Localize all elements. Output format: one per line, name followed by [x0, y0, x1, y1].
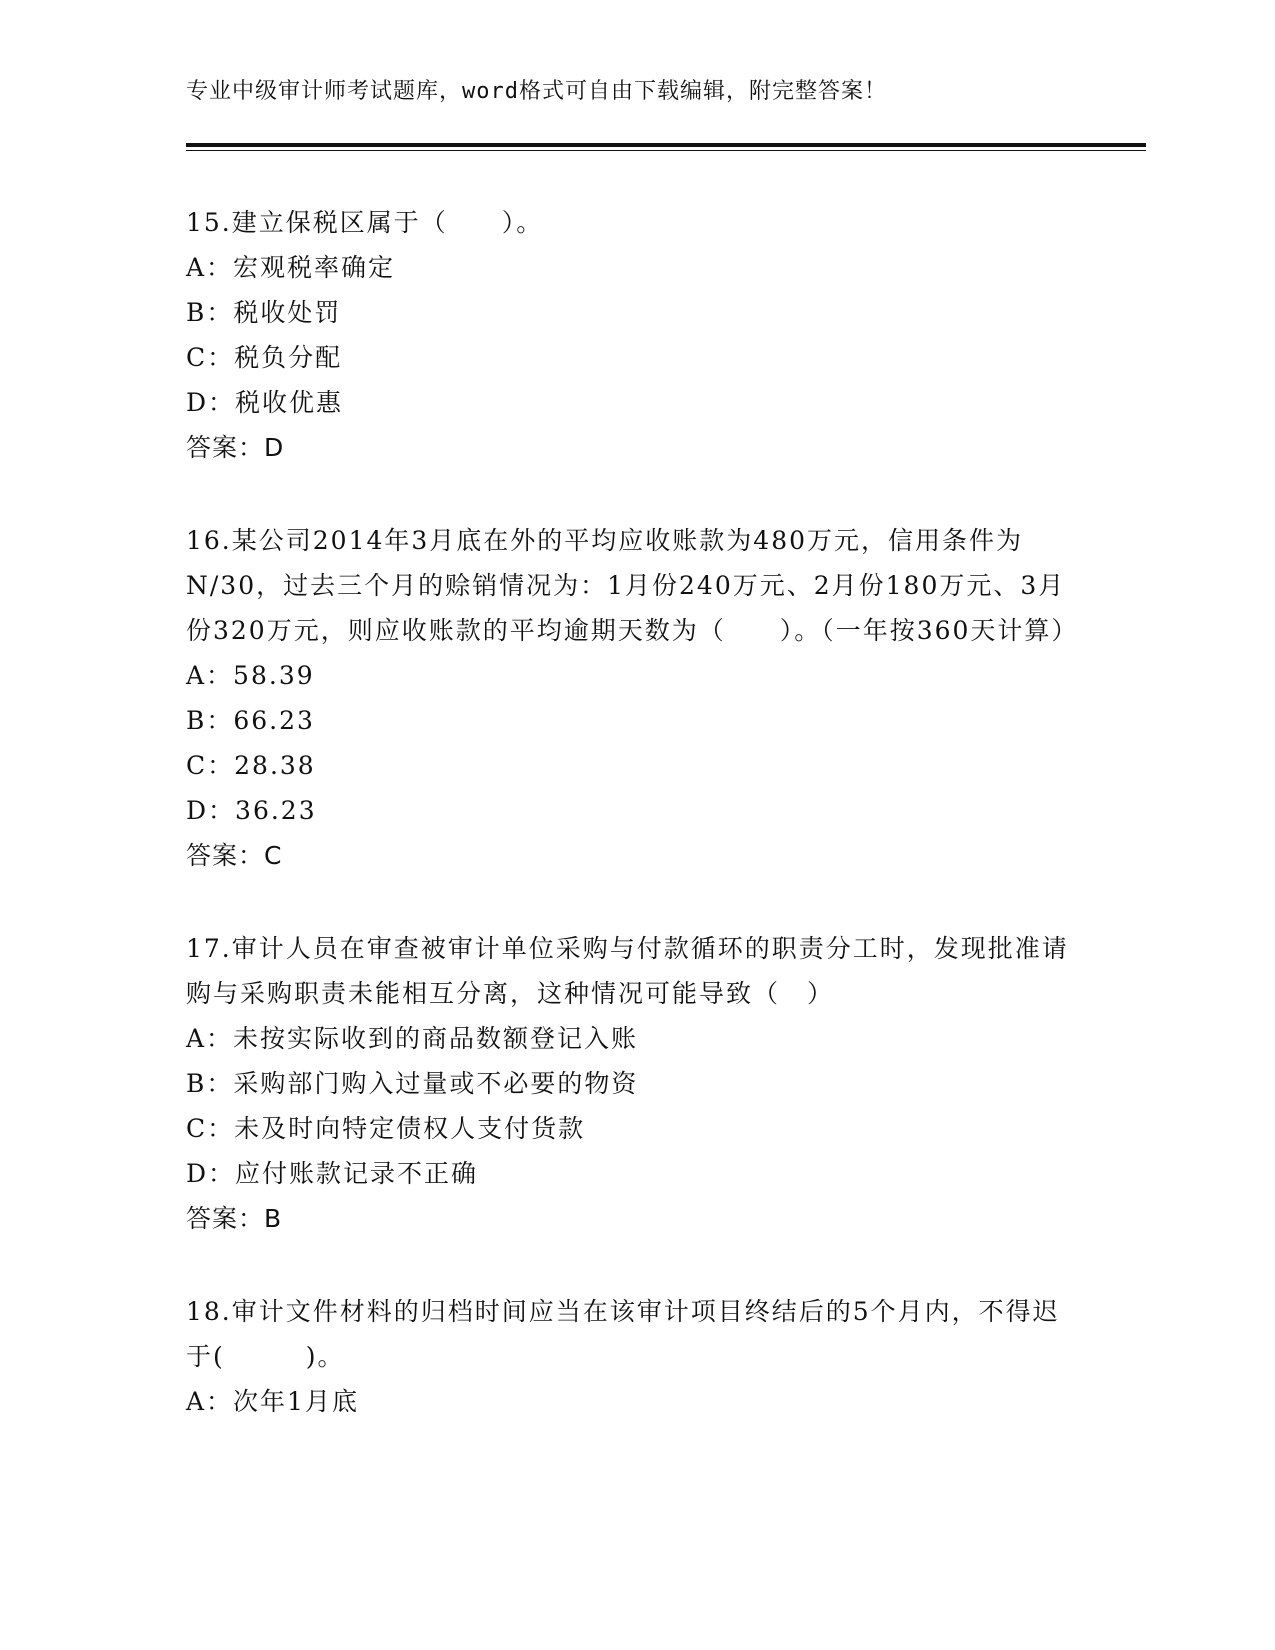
question-stem: 18.审计文件材料的归档时间应当在该审计项目终结后的5个月内，不得迟于( )。: [186, 1297, 1060, 1371]
question-stem: 15.建立保税区属于（ ）。: [186, 208, 544, 237]
option-b: B：采购部门购入过量或不必要的物资: [186, 1069, 639, 1098]
option-d: D：应付账款记录不正确: [186, 1159, 479, 1188]
answer: 答案：C: [186, 841, 283, 870]
option-b: B：税收处罚: [186, 298, 342, 327]
question-16: [186, 518, 1086, 878]
option-d: D：36.23: [186, 796, 317, 825]
option-c: C：税负分配: [186, 343, 343, 372]
question-stem: 17.审计人员在审查被审计单位采购与付款循环的职责分工时，发现批准请购与采购职责未能相互分离，这种情况可能导致（ ）: [186, 934, 1069, 1008]
option-c: C：28.38: [186, 751, 316, 780]
header-divider-thin: [186, 150, 1146, 151]
option-a: A：未按实际收到的商品数额登记入账: [186, 1024, 639, 1053]
question-17: [186, 926, 1086, 1241]
question-15: [186, 200, 1086, 470]
question-18: [186, 1289, 1086, 1424]
option-a: A：58.39: [186, 661, 315, 690]
header-divider: [186, 143, 1146, 147]
question-stem: 16.某公司2014年3月底在外的平均应收账款为480万元，信用条件为N/30，过去三个月的赊销情况为：1月份240万元、2月份180万元、3月份320万元，则应收账款的平均逾期天数为（ ）。（一年按360天计算）: [186, 526, 1079, 645]
option-a: A：次年1月底: [186, 1387, 359, 1416]
question-list: [186, 200, 1086, 1472]
option-b: B：66.23: [186, 706, 315, 735]
answer: 答案：D: [186, 433, 285, 462]
option-d: D：税收优惠: [186, 388, 344, 417]
answer: 答案：B: [186, 1204, 283, 1233]
option-c: C：未及时向特定债权人支付货款: [186, 1114, 586, 1143]
page-header: 专业中级审计师考试题库，word格式可自由下载编辑，附完整答案！: [186, 79, 887, 104]
option-a: A：宏观税率确定: [186, 253, 396, 282]
